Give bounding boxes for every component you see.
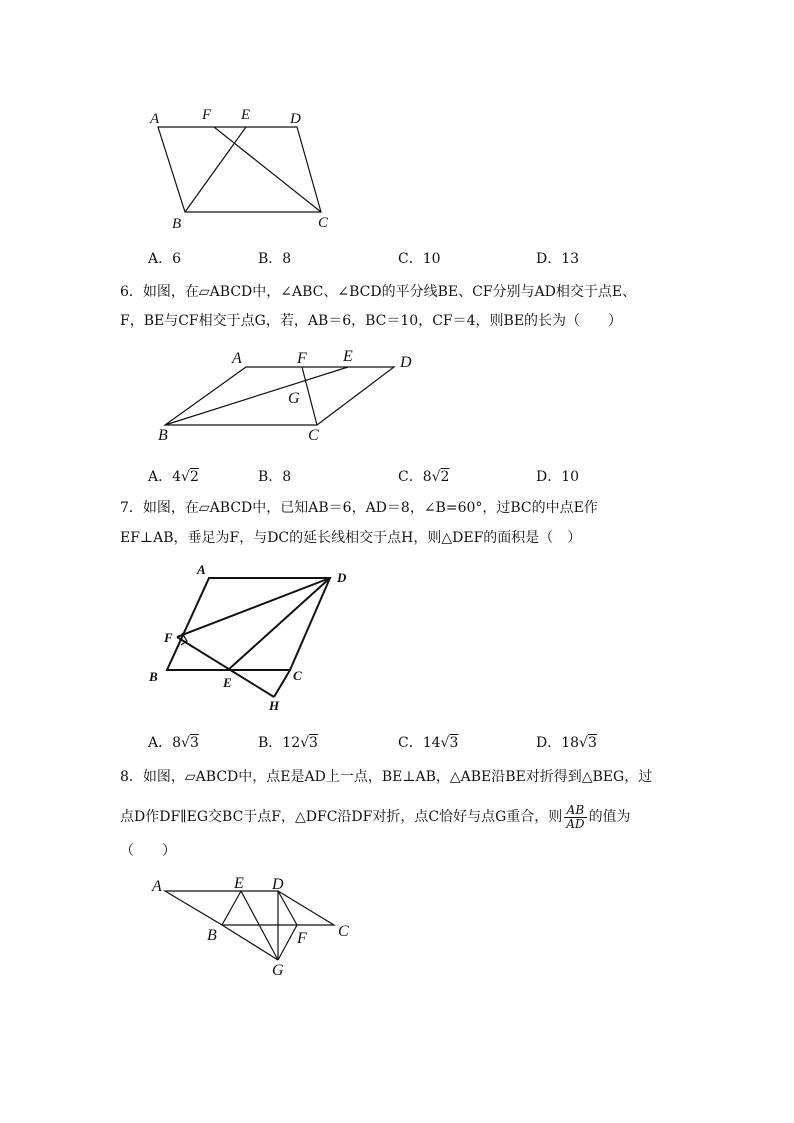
q6-option-a[interactable]: A．4√2 bbox=[148, 469, 199, 485]
q7-option-b[interactable]: B．12√3 bbox=[258, 735, 318, 751]
q5-label-e: E bbox=[241, 107, 251, 123]
q5-option-c[interactable]: C．10 bbox=[398, 251, 441, 267]
q5-option-a[interactable]: A．6 bbox=[148, 251, 182, 267]
q5-label-b: B bbox=[172, 216, 182, 232]
q8-segment-bg bbox=[222, 925, 278, 960]
q6-label-d: D bbox=[400, 354, 412, 371]
q7-label-b: B bbox=[149, 669, 158, 684]
q8-label-g: G bbox=[272, 962, 284, 979]
q7-label-d: D bbox=[337, 570, 347, 585]
q7-label-h: H bbox=[269, 698, 280, 713]
q8-label-f: F bbox=[297, 930, 307, 947]
q7-option-c[interactable]: C．14√3 bbox=[398, 735, 459, 751]
q6-label-f: F bbox=[297, 350, 307, 367]
q7-option-d[interactable]: D．18√3 bbox=[536, 735, 597, 751]
q7-text-line2: EF⊥AB，垂足为F，与DC的延长线相交于点H，则△DEF的面积是（ ） bbox=[120, 530, 582, 546]
q6-text-line2: F，BE与CF相交于点G，若，AB＝6，BC＝10，CF＝4，则BE的长为（ ） bbox=[120, 313, 623, 329]
q6-label-b: B bbox=[158, 427, 168, 444]
q6-option-b[interactable]: B．8 bbox=[258, 469, 292, 485]
q8-segment-be bbox=[222, 891, 241, 925]
q8-label-c: C bbox=[338, 923, 349, 940]
q7-label-a: A bbox=[197, 562, 206, 577]
q8-segment-fg bbox=[278, 925, 297, 960]
q7-option-a[interactable]: A．8√3 bbox=[148, 735, 199, 751]
q8-fraction-ab-over-ad: $\frac{AB}{AD}$ bbox=[566, 802, 585, 831]
q8-label-d: D bbox=[272, 876, 284, 893]
q5-label-c: C bbox=[318, 215, 329, 231]
q7-label-e: E bbox=[223, 675, 232, 690]
q6-label-g: G bbox=[288, 390, 300, 407]
q8-text-line1: 8．如图，▱ABCD中，点E是AD上一点，BE⊥AB，△ABE沿BE对折得到△BEG，过 bbox=[120, 769, 653, 785]
q6-text-line1: 6．如图，在▱ABCD中，∠ABC、∠BCD的平分线BE、CF分别与AD相交于点E、 bbox=[120, 284, 637, 300]
q8-label-e: E bbox=[234, 875, 244, 892]
q7-text-line1: 7．如图，在▱ABCD中，已知AB＝6，AD＝8，∠B=60°，过BC的中点E作 bbox=[120, 500, 598, 516]
q6-label-a: A bbox=[232, 350, 242, 367]
q6-label-c: C bbox=[308, 427, 319, 444]
q6-option-c[interactable]: C．8√2 bbox=[398, 469, 450, 485]
q6-option-d[interactable]: D．10 bbox=[536, 469, 580, 485]
q5-label-f: F bbox=[202, 107, 212, 123]
q7-label-f: F bbox=[164, 630, 173, 645]
q5-option-d[interactable]: D．13 bbox=[536, 251, 580, 267]
q7-label-c: C bbox=[293, 668, 302, 683]
q8-label-b: B bbox=[207, 927, 217, 944]
q8-label-a: A bbox=[152, 878, 162, 895]
q8-text-line3: （ ） bbox=[120, 843, 176, 859]
q5-label-a: A bbox=[150, 111, 160, 127]
q6-label-e: E bbox=[343, 348, 353, 365]
q5-option-b[interactable]: B．8 bbox=[258, 251, 292, 267]
q8-text-line2: 点D作DF∥EG交BC于点F，△DFC沿DF对折，点C恰好与点G重合，则 $\frac{AB}{AD}$ 的值为 bbox=[120, 802, 631, 831]
q5-label-d: D bbox=[290, 111, 301, 127]
